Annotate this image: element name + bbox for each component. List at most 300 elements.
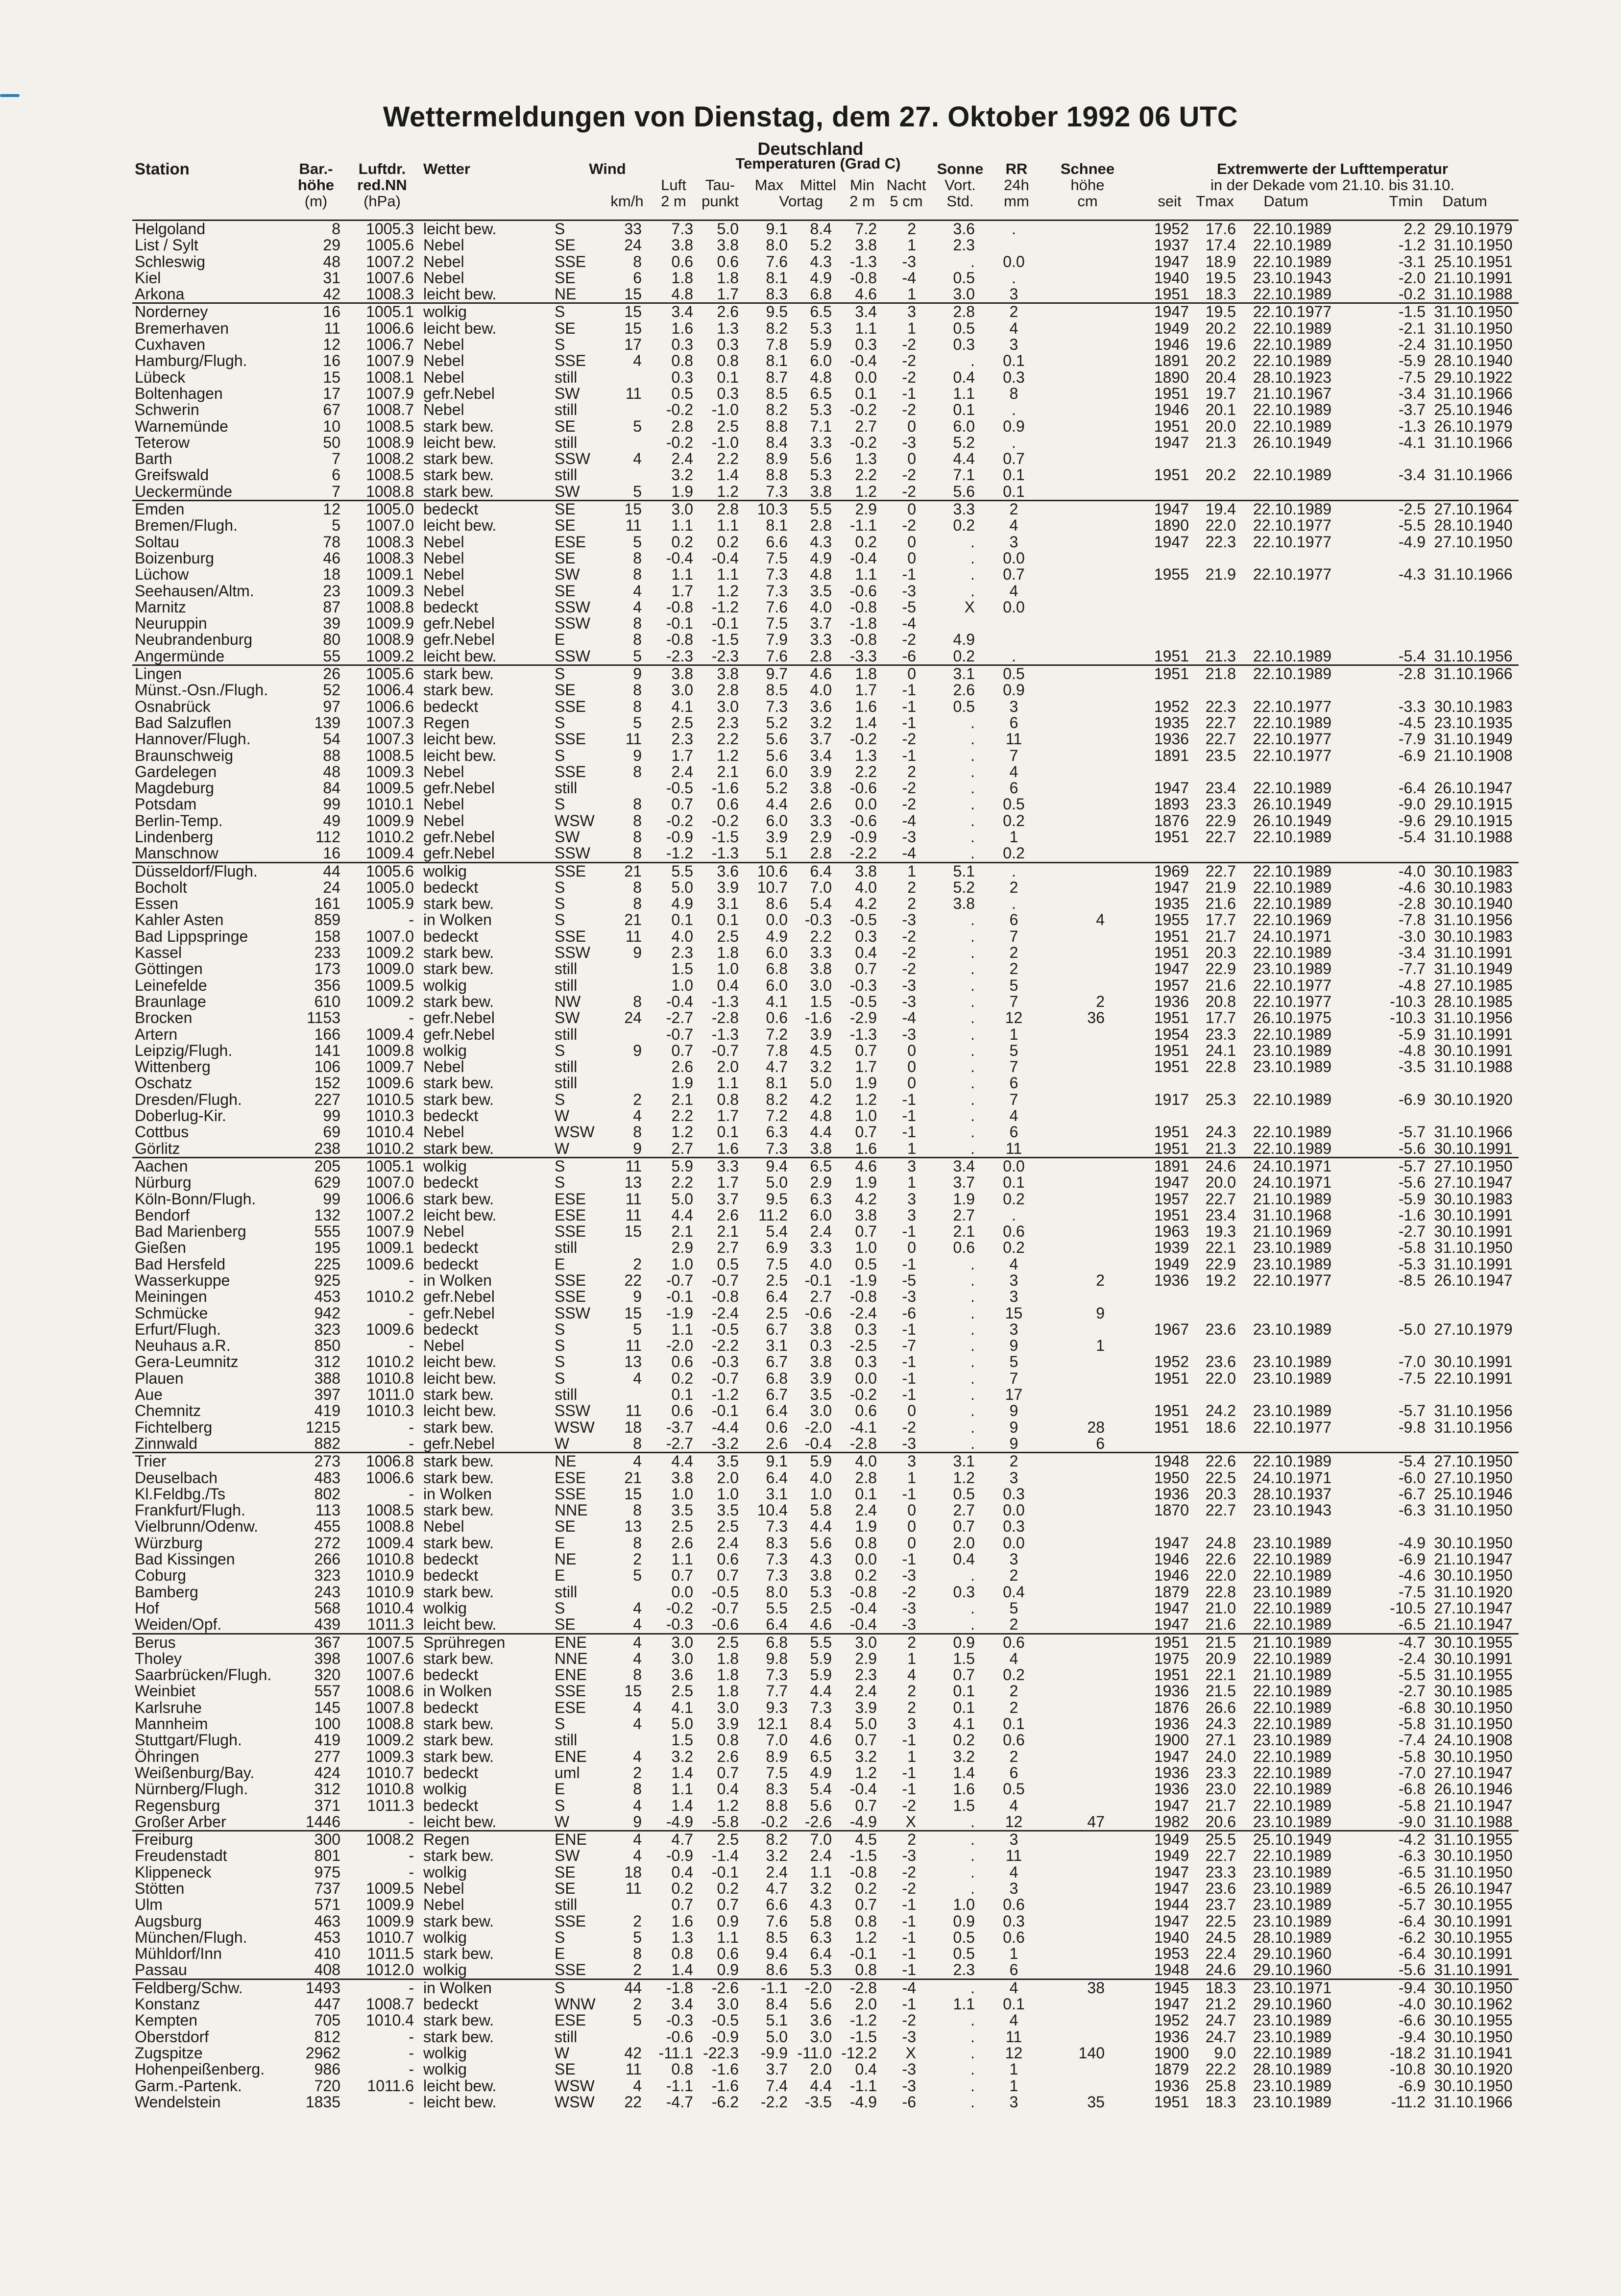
header-height-1: Bar.-	[299, 160, 333, 177]
cell-nacht: 1	[907, 1747, 916, 1765]
cell-min: 2.4	[855, 1682, 877, 1700]
cell-station: Düsseldorf/Flugh.	[135, 862, 258, 880]
cell-max: 6.4	[766, 1402, 788, 1420]
table-row	[132, 1207, 1519, 1223]
cell-rr: 2	[1009, 1682, 1018, 1700]
cell-taupunkt: 3.9	[717, 1715, 739, 1733]
cell-weather: wolkig	[423, 2060, 467, 2078]
cell-nacht: X	[905, 2044, 916, 2062]
cell-tmin: -6.9	[1398, 1550, 1426, 1568]
cell-seit: 1963	[1154, 1222, 1189, 1241]
cell-tmin-date: 28.10.1940	[1434, 352, 1513, 370]
cell-station: Hannover/Flugh.	[135, 730, 251, 748]
cell-weather: stark bew.	[423, 1386, 494, 1404]
cell-station: Nürburg	[135, 1173, 192, 1192]
cell-max: 6.3	[766, 1123, 788, 1141]
cell-min: -0.2	[849, 730, 877, 748]
cell-pressure: 1012.0	[366, 1961, 414, 1979]
cell-sonne: X	[964, 598, 975, 616]
cell-seit: 1952	[1154, 1353, 1189, 1371]
cell-station: Brocken	[135, 1009, 193, 1027]
cell-tmax: 22.5	[1205, 1912, 1236, 1930]
cell-nacht: -1	[902, 1386, 916, 1404]
cell-nacht: -3	[902, 1599, 916, 1617]
cell-rr: 8	[1009, 384, 1018, 402]
cell-wind-speed: 11	[625, 1879, 642, 1897]
cell-tmax: 21.6	[1205, 1615, 1236, 1634]
cell-weather: leicht bew.	[423, 1812, 497, 1831]
cell-pressure: 1009.6	[366, 1320, 414, 1338]
header-schnee-3: cm	[1077, 193, 1098, 210]
cell-tmin: -6.5	[1398, 1879, 1426, 1897]
cell-taupunkt: 1.2	[717, 746, 739, 764]
cell-tmax: 20.8	[1205, 992, 1236, 1010]
cell-sonne: 0.3	[953, 1583, 975, 1601]
cell-mittel: 2.9	[810, 828, 832, 846]
cell-pressure: 1007.8	[366, 1698, 414, 1716]
cell-luft: -0.6	[666, 2027, 693, 2046]
cell-taupunkt: -0.3	[711, 1353, 739, 1371]
cell-tmax: 24.6	[1205, 1157, 1236, 1175]
cell-station: Freiburg	[135, 1831, 194, 1849]
header-tmax: Tmax	[1196, 193, 1234, 210]
cell-schnee: 38	[1087, 1978, 1105, 1997]
cell-luft: 1.1	[671, 1320, 693, 1338]
cell-max: 9.3	[766, 1698, 788, 1716]
cell-mittel: 5.6	[810, 450, 832, 468]
station-group	[132, 862, 1519, 1157]
cell-tmax: 17.4	[1205, 236, 1236, 254]
table-row	[132, 1980, 1519, 1996]
cell-height: 1153	[307, 1009, 340, 1027]
cell-taupunkt: 2.3	[717, 713, 739, 732]
cell-taupunkt: -0.7	[711, 1599, 739, 1617]
cell-min: 1.3	[855, 450, 877, 468]
cell-weather: leicht bew.	[423, 1206, 497, 1224]
cell-tmax-date: 23.10.1989	[1253, 2076, 1332, 2095]
table-row	[132, 1832, 1519, 1848]
cell-max: 8.3	[766, 285, 788, 303]
cell-pressure: -	[409, 2093, 414, 2111]
cell-height: 453	[314, 1928, 340, 1946]
cell-nacht: 1	[907, 1649, 916, 1667]
header-extrem-1: Extremwerte der Lufttemperatur	[1216, 160, 1448, 177]
cell-weather: stark bew.	[423, 1649, 494, 1667]
cell-min: 1.0	[855, 1239, 877, 1257]
cell-taupunkt: 2.5	[717, 1633, 739, 1651]
cell-station: Wendelstein	[135, 2093, 221, 2111]
cell-tmax: 22.7	[1205, 1501, 1236, 1519]
cell-sonne: 1.6	[953, 1780, 975, 1798]
cell-nacht: 0	[907, 665, 916, 683]
cell-pressure: 1008.5	[366, 417, 414, 435]
cell-taupunkt: -0.5	[711, 2011, 739, 2029]
cell-min: -0.2	[849, 1386, 877, 1404]
station-group	[132, 1452, 1519, 1633]
cell-tmax-date: 31.10.1968	[1253, 1206, 1332, 1224]
cell-height: 555	[314, 1222, 340, 1241]
cell-min: 1.2	[855, 1763, 877, 1782]
cell-nacht: 0	[907, 1534, 916, 1552]
cell-tmax: 24.3	[1205, 1715, 1236, 1733]
cell-weather: Nebel	[423, 795, 464, 813]
cell-weather: Nebel	[423, 352, 464, 370]
cell-weather: in Wolken	[423, 1682, 492, 1700]
cell-max: 5.2	[766, 779, 788, 797]
cell-tmin: -5.8	[1398, 1239, 1426, 1257]
table-row	[132, 1256, 1519, 1272]
table-row	[132, 615, 1519, 632]
cell-rr: 6	[1009, 1123, 1018, 1141]
cell-tmax: 19.2	[1205, 1271, 1236, 1289]
cell-tmax-date: 24.10.1971	[1253, 1468, 1332, 1487]
cell-mittel: 5.5	[810, 500, 832, 518]
cell-luft: 1.4	[671, 1961, 693, 1979]
cell-station: Klippeneck	[135, 1863, 212, 1881]
cell-rr: 1	[1009, 1945, 1018, 1963]
cell-station: Regensburg	[135, 1796, 220, 1814]
cell-max: 7.3	[766, 565, 788, 584]
cell-height: 1493	[305, 1978, 340, 1997]
cell-seit: 1952	[1154, 2011, 1189, 2029]
cell-mittel: 3.0	[810, 976, 832, 994]
cell-min: 2.4	[855, 1501, 877, 1519]
page-subtitle: Deutschland	[757, 139, 864, 159]
cell-nacht: -1	[902, 1896, 916, 1914]
cell-taupunkt: 1.2	[717, 482, 739, 500]
cell-tmax-date: 22.10.1989	[1253, 895, 1332, 913]
cell-min: 0.3	[855, 1320, 877, 1338]
cell-height: 802	[314, 1485, 340, 1503]
cell-sonne: .	[970, 1107, 975, 1125]
cell-mittel: 3.9	[810, 1025, 832, 1043]
cell-pressure: 1007.2	[366, 252, 414, 270]
cell-height: 371	[314, 1796, 340, 1814]
cell-rr: 0.2	[1003, 844, 1025, 862]
cell-pressure: 1011.3	[367, 1796, 414, 1814]
cell-height: 46	[323, 549, 340, 567]
cell-luft: 1.9	[671, 1074, 693, 1092]
cell-taupunkt: 0.7	[717, 1763, 739, 1782]
cell-max: 6.8	[766, 1369, 788, 1387]
cell-rr: 0.2	[1003, 1190, 1025, 1208]
cell-pressure: 1010.3	[366, 1107, 414, 1125]
cell-wind-speed: 8	[633, 992, 642, 1010]
cell-height: 106	[314, 1058, 340, 1076]
cell-seit: 1947	[1154, 1912, 1189, 1930]
cell-tmax-date: 22.10.1989	[1253, 862, 1332, 880]
cell-weather: leicht bew.	[423, 220, 497, 238]
cell-mittel: 4.0	[810, 598, 832, 616]
cell-pressure: 1010.9	[366, 1583, 414, 1601]
cell-seit: 1951	[1154, 1633, 1189, 1651]
cell-tmin-date: 30.10.1950	[1434, 1534, 1513, 1552]
cell-sonne: .	[970, 1320, 975, 1338]
table-row	[132, 304, 1519, 320]
cell-nacht: 3	[907, 303, 916, 321]
cell-taupunkt: 1.8	[717, 1682, 739, 1700]
cell-tmin-date: 31.10.1988	[1434, 285, 1513, 303]
cell-taupunkt: 0.8	[717, 352, 739, 370]
cell-taupunkt: -4.4	[711, 1418, 739, 1436]
cell-luft: -1.1	[666, 2076, 693, 2095]
cell-wind-dir: WSW	[555, 2093, 595, 2111]
cell-mittel: 3.0	[810, 2027, 832, 2046]
cell-tmin-date: 30.10.1950	[1434, 2027, 1513, 2046]
cell-station: Leinefelde	[135, 976, 207, 994]
cell-mittel: 2.6	[810, 795, 832, 813]
table-row	[132, 632, 1519, 648]
cell-station: Bad Salzuflen	[135, 713, 232, 732]
cell-mittel: 3.3	[810, 631, 832, 649]
cell-wind-dir: still	[555, 368, 578, 386]
cell-max: 5.6	[766, 746, 788, 764]
cell-mittel: 3.9	[810, 762, 832, 781]
cell-mittel: 6.4	[810, 862, 832, 880]
cell-station: Stötten	[135, 1879, 185, 1897]
cell-wind-speed: 8	[633, 811, 642, 830]
cell-weather: bedeckt	[423, 1763, 479, 1782]
cell-tmax: 24.2	[1205, 1402, 1236, 1420]
table-row	[132, 1946, 1519, 1962]
cell-tmax-date: 26.10.1975	[1253, 1009, 1332, 1027]
cell-taupunkt: 2.5	[717, 417, 739, 435]
cell-nacht: -1	[902, 1090, 916, 1108]
cell-rr: 1	[1009, 1025, 1018, 1043]
cell-tmin: -6.0	[1398, 1468, 1426, 1487]
cell-station: Bad Kissingen	[135, 1550, 235, 1568]
cell-sonne: .	[970, 746, 975, 764]
cell-max: 7.5	[766, 1763, 788, 1782]
cell-max: 8.2	[766, 319, 788, 337]
cell-height: 571	[314, 1896, 340, 1914]
cell-nacht: 1	[907, 319, 916, 337]
cell-wind-speed: 8	[633, 565, 642, 584]
cell-tmin-date: 27.10.1947	[1434, 1599, 1513, 1617]
cell-max: 7.8	[766, 336, 788, 354]
cell-taupunkt: -1.2	[711, 1386, 739, 1404]
cell-sonne: .	[970, 2093, 975, 2111]
cell-wind-dir: W	[555, 1107, 570, 1125]
cell-wind-dir: S	[555, 1599, 565, 1617]
cell-min: -0.6	[849, 779, 877, 797]
cell-luft: 1.3	[671, 1928, 693, 1946]
cell-min: 3.9	[855, 1698, 877, 1716]
cell-pressure: 1009.3	[366, 582, 414, 600]
cell-wind-dir: NW	[555, 992, 581, 1010]
cell-luft: -0.3	[666, 1615, 693, 1634]
header-station: Station	[135, 160, 190, 178]
cell-tmin: -4.9	[1398, 1534, 1426, 1552]
cell-nacht: -2	[902, 795, 916, 813]
cell-weather: bedeckt	[423, 598, 479, 616]
cell-nacht: -1	[902, 1222, 916, 1241]
cell-weather: in Wolken	[423, 1271, 492, 1289]
cell-taupunkt: 0.9	[717, 1912, 739, 1930]
cell-rr: 2	[1009, 1747, 1018, 1765]
cell-taupunkt: 2.7	[717, 1239, 739, 1257]
cell-wind-speed: 4	[633, 2076, 642, 2095]
cell-luft: -2.7	[666, 1434, 693, 1452]
table-row	[132, 2029, 1519, 2045]
cell-weather: wolkig	[423, 1041, 467, 1059]
cell-wind-speed: 11	[625, 730, 642, 748]
cell-tmax-date: 22.10.1989	[1253, 352, 1332, 370]
cell-tmin: -9.8	[1398, 1418, 1426, 1436]
cell-station: Seehausen/Altm.	[135, 582, 254, 600]
cell-seit: 1890	[1154, 368, 1189, 386]
cell-pressure: 1009.5	[366, 1879, 414, 1897]
cell-wind-speed: 6	[633, 269, 642, 287]
header-nacht-1: Nacht	[886, 176, 926, 194]
cell-tmin: -4.5	[1398, 713, 1426, 732]
cell-weather: leicht bew.	[423, 2076, 497, 2095]
cell-tmin-date: 30.10.1983	[1434, 878, 1513, 896]
cell-tmax: 21.9	[1205, 878, 1236, 896]
cell-rr: .	[1012, 1206, 1016, 1224]
cell-mittel: -0.3	[804, 911, 832, 929]
cell-schnee: 9	[1096, 1304, 1105, 1322]
table-row	[132, 583, 1519, 599]
cell-pressure: 1007.5	[366, 1633, 414, 1651]
cell-wind-dir: E	[555, 1945, 565, 1963]
cell-sonne: 0.2	[953, 516, 975, 535]
cell-height: 398	[314, 1649, 340, 1667]
cell-tmax-date: 28.10.1989	[1253, 1928, 1332, 1946]
cell-max: 6.7	[766, 1353, 788, 1371]
cell-sonne: 0.2	[953, 647, 975, 665]
cell-tmin: -1.5	[1398, 303, 1426, 321]
cell-seit: 1951	[1154, 2093, 1189, 2111]
cell-wind-dir: ENE	[555, 1666, 587, 1684]
cell-wind-speed: 4	[633, 1847, 642, 1865]
cell-taupunkt: 0.5	[717, 1255, 739, 1273]
cell-wind-dir: SSW	[555, 844, 590, 862]
cell-wind-speed: 8	[633, 1666, 642, 1684]
cell-seit: 1947	[1154, 1995, 1189, 2013]
cell-luft: -2.7	[666, 1009, 693, 1027]
cell-tmax-date: 28.10.1989	[1253, 2060, 1332, 2078]
table-row	[132, 912, 1519, 928]
cell-sonne: 0.5	[953, 1485, 975, 1503]
cell-wind-dir: S	[555, 1928, 565, 1946]
table-row	[132, 1518, 1519, 1535]
cell-rr: 11	[1005, 1847, 1022, 1865]
table-row	[132, 896, 1519, 912]
cell-luft: 0.1	[671, 911, 693, 929]
cell-min: 1.2	[855, 1928, 877, 1946]
cell-weather: wolkig	[423, 1928, 467, 1946]
cell-luft: -0.1	[666, 614, 693, 633]
cell-wind-dir: S	[555, 1173, 565, 1192]
cell-max: 8.0	[766, 1583, 788, 1601]
cell-luft: 4.1	[671, 1698, 693, 1716]
cell-taupunkt: 0.8	[717, 1090, 739, 1108]
cell-wind-speed: 18	[624, 1863, 642, 1881]
cell-schnee: 1	[1096, 1337, 1105, 1355]
cell-height: 24	[323, 878, 340, 896]
cell-sonne: .	[970, 1566, 975, 1585]
table-row	[132, 764, 1519, 780]
cell-wind-dir: SE	[555, 1517, 576, 1536]
cell-tmax: 19.5	[1205, 269, 1236, 287]
cell-mittel: 6.4	[810, 1945, 832, 1963]
cell-seit: 1891	[1154, 1157, 1189, 1175]
cell-tmax-date: 22.10.1989	[1253, 665, 1332, 683]
cell-weather: Nebel	[423, 1222, 464, 1241]
cell-sonne: 7.1	[953, 466, 975, 484]
cell-weather: stark bew.	[423, 1583, 494, 1601]
cell-tmin: -5.8	[1398, 1796, 1426, 1814]
cell-tmax-date: 22.10.1989	[1253, 1566, 1332, 1585]
cell-height: 243	[314, 1583, 340, 1601]
station-group	[132, 1633, 1519, 1831]
cell-wind-speed: 8	[633, 1534, 642, 1552]
cell-mittel: 8.4	[810, 220, 832, 238]
cell-pressure: 1009.2	[366, 647, 414, 665]
table-row	[132, 1897, 1519, 1913]
cell-nacht: -3	[902, 433, 916, 451]
station-group	[132, 302, 1519, 500]
table-row	[132, 1419, 1519, 1436]
cell-min: -0.5	[849, 911, 877, 929]
cell-tmin: -4.0	[1398, 1995, 1426, 2013]
cell-height: 323	[314, 1566, 340, 1585]
table-row	[132, 1108, 1519, 1124]
cell-mittel: 4.8	[810, 368, 832, 386]
cell-tmin: -5.9	[1398, 1025, 1426, 1043]
cell-luft: 2.9	[671, 1239, 693, 1257]
cell-tmax: 24.8	[1205, 1534, 1236, 1552]
cell-pressure: 1009.3	[366, 1747, 414, 1765]
cell-seit: 1879	[1154, 1583, 1189, 1601]
cell-tmax-date: 22.10.1977	[1253, 730, 1332, 748]
cell-min: 1.9	[855, 1517, 877, 1536]
cell-schnee: 2	[1096, 992, 1105, 1010]
cell-min: 0.3	[855, 336, 877, 354]
cell-pressure: 1007.3	[366, 713, 414, 732]
cell-max: 7.6	[766, 598, 788, 616]
cell-station: Bad Lippspringe	[135, 927, 248, 945]
cell-nacht: -2	[902, 960, 916, 978]
cell-rr: 5	[1009, 1599, 1018, 1617]
cell-height: 48	[323, 252, 340, 270]
table-row	[132, 2078, 1519, 2094]
cell-min: -4.9	[849, 2093, 877, 2111]
cell-wind-dir: SE	[555, 1615, 576, 1634]
cell-pressure: 1007.6	[366, 1666, 414, 1684]
cell-max: 7.2	[766, 1025, 788, 1043]
cell-max: 7.3	[766, 1550, 788, 1568]
cell-mittel: 4.2	[810, 1090, 832, 1108]
cell-nacht: -1	[902, 1780, 916, 1798]
cell-wind-speed: 8	[633, 1945, 642, 1963]
cell-sonne: 3.1	[953, 1452, 975, 1470]
cell-wind-speed: 5	[633, 482, 642, 500]
cell-tmin: -2.8	[1398, 895, 1426, 913]
cell-nacht: -1	[902, 1550, 916, 1568]
table-row	[132, 599, 1519, 615]
cell-min: -0.1	[849, 1945, 877, 1963]
cell-sonne: 2.3	[953, 1961, 975, 1979]
cell-tmin: -18.2	[1390, 2044, 1426, 2062]
cell-min: -2.5	[849, 1337, 877, 1355]
cell-taupunkt: 3.0	[717, 697, 739, 715]
cell-tmin-date: 30.10.1950	[1434, 2076, 1513, 2095]
cell-tmin-date: 31.10.1949	[1434, 960, 1513, 978]
cell-station: Bremerhaven	[135, 319, 229, 337]
station-group	[132, 1157, 1519, 1452]
